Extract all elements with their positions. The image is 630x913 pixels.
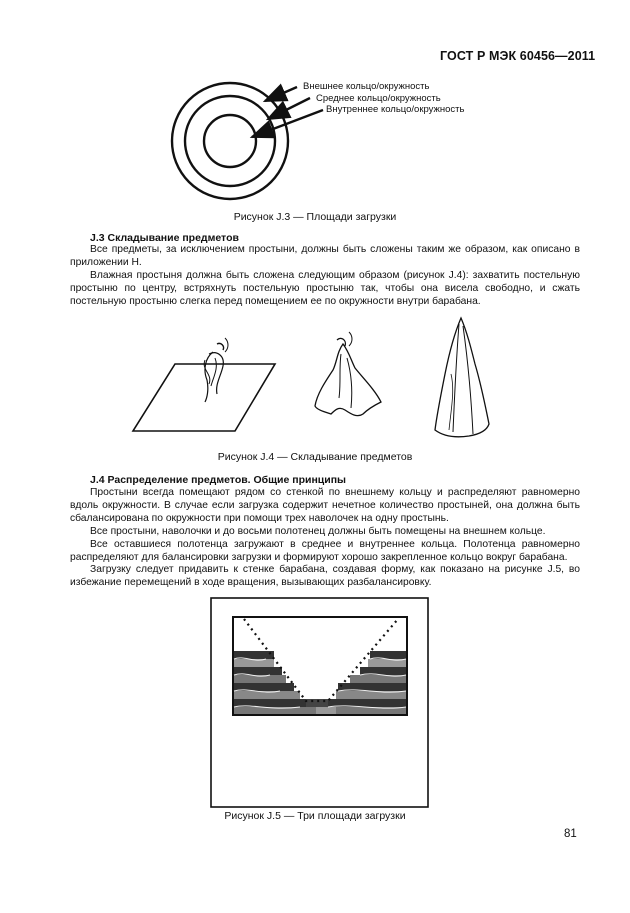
- heading-j4: J.4 Распределение предметов. Общие принципы: [90, 474, 347, 486]
- page-number: 81: [564, 828, 577, 840]
- section-j4-text: [70, 487, 580, 590]
- towel-load-left: [234, 651, 316, 714]
- label-middle-ring: Среднее кольцо/окружность: [316, 93, 441, 104]
- label-inner-ring: Внутреннее кольцо/окружность: [326, 104, 465, 115]
- folding-step-compress: [435, 318, 489, 437]
- folding-step-grab: [133, 338, 275, 431]
- towel-load-right: [328, 651, 406, 714]
- label-outer-ring: Внешнее кольцо/окружность: [303, 81, 430, 92]
- middle-ring: [185, 96, 275, 186]
- arrow-outer: [265, 87, 297, 101]
- paragraph: Все оставшиеся полотенца загружают в среднее и внутреннее кольца. Полотенца равномерно распределяют для балансировки загрузки и формируют хорошо закрепленное кольцо вокруг барабана.: [70, 538, 580, 563]
- caption-figure-j3: Рисунок J.3 — Площади загрузки: [233, 211, 397, 223]
- paragraph: Загрузку следует придавить к стенке барабана, создавая форму, как показано на рисунке J.5, во избежание перемещений в ходе вращения, вызывающих разбалансировку.: [70, 564, 580, 589]
- caption-figure-j4: Рисунок J.4 — Складывание предметов: [217, 451, 413, 463]
- paragraph: Простыни всегда помещают рядом со стенкой по внешнему кольцу и распределяют равномерно вдоль окружности. В случае если загрузка содержит нечетное количество простыней, она должна быть сбалансирована по окружности при помощи трех наволочек на одну простынь.: [70, 487, 580, 524]
- figure-three-loading-areas: [210, 597, 430, 809]
- paragraph: Все предметы, за исключением простыни, должны быть сложены таким же образом, как описано в приложении Н.: [70, 244, 580, 268]
- inner-ring: [204, 115, 256, 167]
- document-id: ГОСТ Р МЭК 60456—2011: [440, 49, 596, 63]
- folding-step-shake: [315, 332, 381, 416]
- section-j3-text: [70, 244, 580, 309]
- heading-j3: J.3 Складывание предметов: [90, 232, 239, 244]
- outer-ring: [172, 83, 288, 199]
- caption-figure-j5: Рисунок J.5 — Три площади загрузки: [224, 810, 406, 822]
- paragraph: Влажная простыня должна быть сложена следующим образом (рисунок J.4): захватить постельную простыню по центру, встряхнуть постельную простыню так, чтобы она висела свободно, и сжать постельную простыню слегка перед помещением ее по окружности внутри барабана.: [70, 269, 580, 307]
- arrow-middle: [268, 98, 310, 119]
- figure-sheet-folding: [125, 314, 505, 449]
- paragraph: Все простыни, наволочки и до восьми полотенец должны быть помещены на внешнем кольце.: [90, 525, 546, 537]
